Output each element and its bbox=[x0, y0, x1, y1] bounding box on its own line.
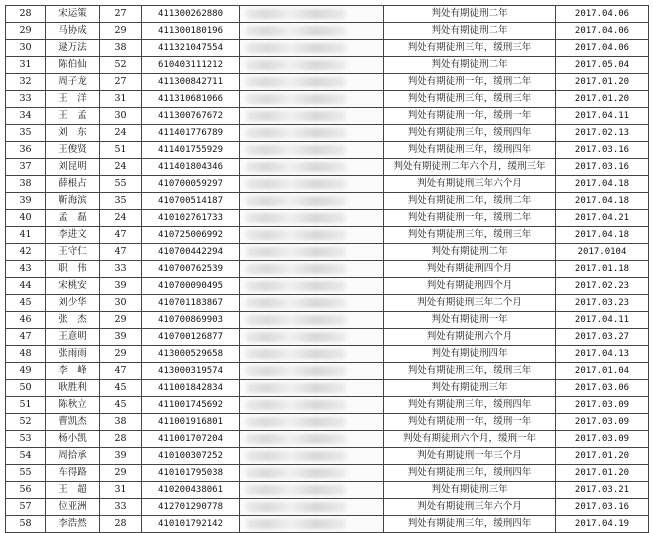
redacted-cell bbox=[240, 329, 384, 346]
id-number-cell: 410700442294 bbox=[142, 244, 240, 261]
sentence-cell: 判处有期徒刑三年六个月 bbox=[384, 176, 556, 193]
date-cell: 2017.01.20 bbox=[556, 74, 649, 91]
table-row bbox=[6, 227, 649, 244]
id-number-cell: 610403111212 bbox=[142, 57, 240, 74]
date-cell: 2017.04.18 bbox=[556, 193, 649, 210]
age-cell: 52 bbox=[100, 57, 142, 74]
redaction-blur bbox=[246, 468, 346, 478]
redacted-cell bbox=[240, 278, 384, 295]
age-cell: 39 bbox=[100, 329, 142, 346]
table-row bbox=[6, 23, 649, 40]
date-cell: 2017.05.04 bbox=[556, 57, 649, 74]
id-number-cell: 411001842834 bbox=[142, 380, 240, 397]
row-number: 29 bbox=[6, 23, 46, 40]
table-row bbox=[6, 261, 649, 278]
age-cell: 27 bbox=[100, 6, 142, 23]
table-row bbox=[6, 414, 649, 431]
redaction-blur bbox=[246, 417, 346, 427]
redacted-cell bbox=[240, 108, 384, 125]
date-cell: 2017.01.18 bbox=[556, 261, 649, 278]
row-number: 44 bbox=[6, 278, 46, 295]
name-cell: 靳海滨 bbox=[46, 193, 100, 210]
row-number: 52 bbox=[6, 414, 46, 431]
id-number-cell: 413000319574 bbox=[142, 363, 240, 380]
sentence-cell: 判处有期徒刑二年 bbox=[384, 244, 556, 261]
redaction-blur bbox=[246, 281, 346, 291]
age-cell: 38 bbox=[100, 40, 142, 57]
date-cell: 2017.04.18 bbox=[556, 227, 649, 244]
redaction-blur bbox=[246, 94, 346, 104]
table-row bbox=[6, 329, 649, 346]
row-number: 32 bbox=[6, 74, 46, 91]
age-cell: 29 bbox=[100, 346, 142, 363]
row-number: 46 bbox=[6, 312, 46, 329]
redacted-cell bbox=[240, 125, 384, 142]
redacted-cell bbox=[240, 227, 384, 244]
redaction-blur bbox=[246, 383, 346, 393]
age-cell: 28 bbox=[100, 516, 142, 533]
table-row bbox=[6, 312, 649, 329]
date-cell: 2017.03.06 bbox=[556, 380, 649, 397]
row-number: 41 bbox=[6, 227, 46, 244]
table-row bbox=[6, 142, 649, 159]
redacted-cell bbox=[240, 363, 384, 380]
date-cell: 2017.04.19 bbox=[556, 516, 649, 533]
date-cell: 2017.03.16 bbox=[556, 142, 649, 159]
name-cell: 王俊贤 bbox=[46, 142, 100, 159]
redaction-blur bbox=[246, 128, 346, 138]
date-cell: 2017.02.13 bbox=[556, 125, 649, 142]
row-number: 38 bbox=[6, 176, 46, 193]
table-row bbox=[6, 516, 649, 533]
redaction-blur bbox=[246, 366, 346, 376]
row-number: 31 bbox=[6, 57, 46, 74]
table-row bbox=[6, 363, 649, 380]
date-cell: 2017.02.23 bbox=[556, 278, 649, 295]
redacted-cell bbox=[240, 346, 384, 363]
redaction-blur bbox=[246, 315, 346, 325]
id-number-cell: 410700869903 bbox=[142, 312, 240, 329]
redaction-blur bbox=[246, 400, 346, 410]
redaction-blur bbox=[246, 77, 346, 87]
table-row bbox=[6, 448, 649, 465]
redacted-cell bbox=[240, 312, 384, 329]
age-cell: 35 bbox=[100, 193, 142, 210]
age-cell: 24 bbox=[100, 159, 142, 176]
redaction-blur bbox=[246, 434, 346, 444]
table-row bbox=[6, 40, 649, 57]
sentence-cell: 判处有期徒刑六个月 bbox=[384, 329, 556, 346]
id-number-cell: 411401755929 bbox=[142, 142, 240, 159]
row-number: 48 bbox=[6, 346, 46, 363]
sentence-cell: 判处有期徒刑一年，缓刑一年 bbox=[384, 414, 556, 431]
sentence-cell: 判处有期徒刑四个月 bbox=[384, 278, 556, 295]
date-cell: 2017.01.04 bbox=[556, 363, 649, 380]
age-cell: 51 bbox=[100, 142, 142, 159]
row-number: 39 bbox=[6, 193, 46, 210]
redaction-blur bbox=[246, 264, 346, 274]
id-number-cell: 410700514187 bbox=[142, 193, 240, 210]
name-cell: 杨小凯 bbox=[46, 431, 100, 448]
table-row bbox=[6, 74, 649, 91]
sentence-cell: 判处有期徒刑一年，缓刑一年 bbox=[384, 108, 556, 125]
redaction-blur bbox=[246, 332, 346, 342]
redaction-blur bbox=[246, 43, 346, 53]
name-cell: 刘少华 bbox=[46, 295, 100, 312]
redaction-blur bbox=[246, 60, 346, 70]
sentence-cell: 判处有期徒刑三年，缓刑三年 bbox=[384, 227, 556, 244]
sentence-cell: 判处有期徒刑六个月，缓刑一年 bbox=[384, 431, 556, 448]
id-number-cell: 411300767672 bbox=[142, 108, 240, 125]
sentence-cell: 判处有期徒刑一年，缓刑二年 bbox=[384, 74, 556, 91]
redaction-blur bbox=[246, 519, 346, 529]
table-row bbox=[6, 91, 649, 108]
row-number: 56 bbox=[6, 482, 46, 499]
table-row bbox=[6, 210, 649, 227]
date-cell: 2017.03.09 bbox=[556, 431, 649, 448]
row-number: 47 bbox=[6, 329, 46, 346]
sentence-cell: 判处有期徒刑二年 bbox=[384, 57, 556, 74]
date-cell: 2017.0104 bbox=[556, 244, 649, 261]
age-cell: 27 bbox=[100, 74, 142, 91]
date-cell: 2017.03.21 bbox=[556, 482, 649, 499]
redacted-cell bbox=[240, 516, 384, 533]
age-cell: 29 bbox=[100, 23, 142, 40]
sentence-cell: 判处有期徒刑三年，缓刑四年 bbox=[384, 142, 556, 159]
name-cell: 张 杰 bbox=[46, 312, 100, 329]
age-cell: 33 bbox=[100, 261, 142, 278]
redacted-cell bbox=[240, 142, 384, 159]
sentence-cell: 判处有期徒刑三年，缓刑三年 bbox=[384, 40, 556, 57]
table-row bbox=[6, 57, 649, 74]
name-cell: 张雨雨 bbox=[46, 346, 100, 363]
redacted-cell bbox=[240, 431, 384, 448]
age-cell: 29 bbox=[100, 465, 142, 482]
sentencing-table bbox=[5, 5, 649, 533]
sentence-cell: 判处有期徒刑一年三个月 bbox=[384, 448, 556, 465]
table-row bbox=[6, 499, 649, 516]
name-cell: 曹凯杰 bbox=[46, 414, 100, 431]
sentence-cell: 判处有期徒刑三年，缓刑四年 bbox=[384, 125, 556, 142]
age-cell: 24 bbox=[100, 125, 142, 142]
id-number-cell: 410101792142 bbox=[142, 516, 240, 533]
id-number-cell: 411310681066 bbox=[142, 91, 240, 108]
redacted-cell bbox=[240, 159, 384, 176]
redacted-cell bbox=[240, 244, 384, 261]
id-number-cell: 411001707204 bbox=[142, 431, 240, 448]
sentence-cell: 判处有期徒刑三年，缓刑四年 bbox=[384, 465, 556, 482]
age-cell: 45 bbox=[100, 380, 142, 397]
id-number-cell: 410701183867 bbox=[142, 295, 240, 312]
redacted-cell bbox=[240, 448, 384, 465]
table-row bbox=[6, 278, 649, 295]
redacted-cell bbox=[240, 6, 384, 23]
table-row bbox=[6, 244, 649, 261]
age-cell: 28 bbox=[100, 431, 142, 448]
row-number: 40 bbox=[6, 210, 46, 227]
age-cell: 45 bbox=[100, 397, 142, 414]
id-number-cell: 410100307252 bbox=[142, 448, 240, 465]
redaction-blur bbox=[246, 145, 346, 155]
sentence-cell: 判处有期徒刑三年，缓刑四年 bbox=[384, 397, 556, 414]
age-cell: 29 bbox=[100, 312, 142, 329]
age-cell: 33 bbox=[100, 499, 142, 516]
row-number: 42 bbox=[6, 244, 46, 261]
redacted-cell bbox=[240, 465, 384, 482]
redacted-cell bbox=[240, 57, 384, 74]
redaction-blur bbox=[246, 213, 346, 223]
redacted-cell bbox=[240, 40, 384, 57]
sentence-cell: 判处有期徒刑三年 bbox=[384, 482, 556, 499]
name-cell: 王 孟 bbox=[46, 108, 100, 125]
id-number-cell: 411300262880 bbox=[142, 6, 240, 23]
redacted-cell bbox=[240, 193, 384, 210]
name-cell: 刘昆明 bbox=[46, 159, 100, 176]
name-cell: 李 峰 bbox=[46, 363, 100, 380]
redaction-blur bbox=[246, 9, 346, 19]
id-number-cell: 410102761733 bbox=[142, 210, 240, 227]
sentence-cell: 判处有期徒刑二年六个月，缓刑三年 bbox=[384, 159, 556, 176]
id-number-cell: 411300180196 bbox=[142, 23, 240, 40]
redaction-blur bbox=[246, 298, 346, 308]
age-cell: 55 bbox=[100, 176, 142, 193]
table-row bbox=[6, 465, 649, 482]
sentence-cell: 判处有期徒刑二年，缓刑二年 bbox=[384, 193, 556, 210]
sentence-cell: 判处有期徒刑三年，缓刑三年 bbox=[384, 363, 556, 380]
date-cell: 2017.04.21 bbox=[556, 210, 649, 227]
row-number: 57 bbox=[6, 499, 46, 516]
row-number: 30 bbox=[6, 40, 46, 57]
sentence-cell: 判处有期徒刑四年 bbox=[384, 346, 556, 363]
name-cell: 耿胜利 bbox=[46, 380, 100, 397]
row-number: 53 bbox=[6, 431, 46, 448]
table-row bbox=[6, 108, 649, 125]
name-cell: 周拾承 bbox=[46, 448, 100, 465]
name-cell: 孟 磊 bbox=[46, 210, 100, 227]
row-number: 54 bbox=[6, 448, 46, 465]
sentence-cell: 判处有期徒刑二年 bbox=[384, 6, 556, 23]
name-cell: 陈伯仙 bbox=[46, 57, 100, 74]
table-row bbox=[6, 397, 649, 414]
name-cell: 王 超 bbox=[46, 482, 100, 499]
name-cell: 李进文 bbox=[46, 227, 100, 244]
redaction-blur bbox=[246, 247, 346, 257]
date-cell: 2017.01.20 bbox=[556, 448, 649, 465]
sentence-cell: 判处有期徒刑四个月 bbox=[384, 261, 556, 278]
id-number-cell: 410700762539 bbox=[142, 261, 240, 278]
id-number-cell: 411321047554 bbox=[142, 40, 240, 57]
redacted-cell bbox=[240, 74, 384, 91]
name-cell: 陈秋立 bbox=[46, 397, 100, 414]
row-number: 58 bbox=[6, 516, 46, 533]
age-cell: 47 bbox=[100, 363, 142, 380]
redacted-cell bbox=[240, 397, 384, 414]
row-number: 45 bbox=[6, 295, 46, 312]
name-cell: 宋运策 bbox=[46, 6, 100, 23]
age-cell: 39 bbox=[100, 448, 142, 465]
row-number: 50 bbox=[6, 380, 46, 397]
id-number-cell: 410101795038 bbox=[142, 465, 240, 482]
date-cell: 2017.04.11 bbox=[556, 108, 649, 125]
id-number-cell: 411300842711 bbox=[142, 74, 240, 91]
redaction-blur bbox=[246, 451, 346, 461]
age-cell: 38 bbox=[100, 414, 142, 431]
row-number: 36 bbox=[6, 142, 46, 159]
redaction-blur bbox=[246, 26, 346, 36]
date-cell: 2017.03.16 bbox=[556, 499, 649, 516]
row-number: 49 bbox=[6, 363, 46, 380]
name-cell: 李浩然 bbox=[46, 516, 100, 533]
row-number: 33 bbox=[6, 91, 46, 108]
table-row bbox=[6, 431, 649, 448]
name-cell: 薛根占 bbox=[46, 176, 100, 193]
age-cell: 30 bbox=[100, 108, 142, 125]
row-number: 35 bbox=[6, 125, 46, 142]
table-row bbox=[6, 6, 649, 23]
redacted-cell bbox=[240, 414, 384, 431]
date-cell: 2017.04.13 bbox=[556, 346, 649, 363]
sentence-cell: 判处有期徒刑三年六个月 bbox=[384, 499, 556, 516]
date-cell: 2017.01.20 bbox=[556, 91, 649, 108]
age-cell: 39 bbox=[100, 278, 142, 295]
row-number: 28 bbox=[6, 6, 46, 23]
id-number-cell: 412701290778 bbox=[142, 499, 240, 516]
name-cell: 宋桃安 bbox=[46, 278, 100, 295]
redaction-blur bbox=[246, 485, 346, 495]
name-cell: 王守仁 bbox=[46, 244, 100, 261]
id-number-cell: 410700090495 bbox=[142, 278, 240, 295]
sentence-cell: 判处有期徒刑三年 bbox=[384, 380, 556, 397]
date-cell: 2017.04.06 bbox=[556, 23, 649, 40]
redaction-blur bbox=[246, 111, 346, 121]
table-row bbox=[6, 346, 649, 363]
redacted-cell bbox=[240, 482, 384, 499]
name-cell: 王 洋 bbox=[46, 91, 100, 108]
redacted-cell bbox=[240, 91, 384, 108]
table-row bbox=[6, 380, 649, 397]
id-number-cell: 411401804346 bbox=[142, 159, 240, 176]
table-row bbox=[6, 295, 649, 312]
sentence-cell: 判处有期徒刑二年 bbox=[384, 23, 556, 40]
row-number: 34 bbox=[6, 108, 46, 125]
row-number: 43 bbox=[6, 261, 46, 278]
sentence-cell: 判处有期徒刑一年 bbox=[384, 312, 556, 329]
redacted-cell bbox=[240, 176, 384, 193]
age-cell: 24 bbox=[100, 210, 142, 227]
name-cell: 逯万法 bbox=[46, 40, 100, 57]
table-row bbox=[6, 193, 649, 210]
sentence-cell: 判处有期徒刑三年，缓刑四年 bbox=[384, 516, 556, 533]
row-number: 55 bbox=[6, 465, 46, 482]
age-cell: 47 bbox=[100, 244, 142, 261]
redaction-blur bbox=[246, 230, 346, 240]
id-number-cell: 410725006992 bbox=[142, 227, 240, 244]
id-number-cell: 411401776789 bbox=[142, 125, 240, 142]
name-cell: 马协成 bbox=[46, 23, 100, 40]
row-number: 51 bbox=[6, 397, 46, 414]
name-cell: 位亚洲 bbox=[46, 499, 100, 516]
row-number: 37 bbox=[6, 159, 46, 176]
table-row bbox=[6, 482, 649, 499]
redaction-blur bbox=[246, 179, 346, 189]
sentence-cell: 判处有期徒刑三年，缓刑三年 bbox=[384, 91, 556, 108]
date-cell: 2017.04.06 bbox=[556, 40, 649, 57]
date-cell: 2017.04.11 bbox=[556, 312, 649, 329]
id-number-cell: 410700059297 bbox=[142, 176, 240, 193]
sentence-cell: 判处有期徒刑一年，缓刑二年 bbox=[384, 210, 556, 227]
date-cell: 2017.03.16 bbox=[556, 159, 649, 176]
id-number-cell: 411001745692 bbox=[142, 397, 240, 414]
table-row bbox=[6, 125, 649, 142]
date-cell: 2017.04.06 bbox=[556, 6, 649, 23]
name-cell: 车得路 bbox=[46, 465, 100, 482]
age-cell: 31 bbox=[100, 91, 142, 108]
table-row bbox=[6, 176, 649, 193]
redacted-cell bbox=[240, 380, 384, 397]
name-cell: 职 伟 bbox=[46, 261, 100, 278]
sentence-cell: 判处有期徒刑三年二个月 bbox=[384, 295, 556, 312]
name-cell: 周子龙 bbox=[46, 74, 100, 91]
id-number-cell: 413000529658 bbox=[142, 346, 240, 363]
redaction-blur bbox=[246, 349, 346, 359]
redacted-cell bbox=[240, 499, 384, 516]
date-cell: 2017.04.18 bbox=[556, 176, 649, 193]
age-cell: 31 bbox=[100, 482, 142, 499]
name-cell: 王意明 bbox=[46, 329, 100, 346]
table-row bbox=[6, 159, 649, 176]
id-number-cell: 411001916801 bbox=[142, 414, 240, 431]
age-cell: 30 bbox=[100, 295, 142, 312]
date-cell: 2017.03.09 bbox=[556, 397, 649, 414]
date-cell: 2017.03.09 bbox=[556, 414, 649, 431]
age-cell: 47 bbox=[100, 227, 142, 244]
redaction-blur bbox=[246, 162, 346, 172]
id-number-cell: 410200438061 bbox=[142, 482, 240, 499]
redacted-cell bbox=[240, 261, 384, 278]
id-number-cell: 410700126877 bbox=[142, 329, 240, 346]
date-cell: 2017.03.23 bbox=[556, 295, 649, 312]
redacted-cell bbox=[240, 295, 384, 312]
date-cell: 2017.03.27 bbox=[556, 329, 649, 346]
date-cell: 2017.01.20 bbox=[556, 465, 649, 482]
redaction-blur bbox=[246, 196, 346, 206]
redacted-cell bbox=[240, 210, 384, 227]
redacted-cell bbox=[240, 23, 384, 40]
name-cell: 刘 东 bbox=[46, 125, 100, 142]
redaction-blur bbox=[246, 502, 346, 512]
